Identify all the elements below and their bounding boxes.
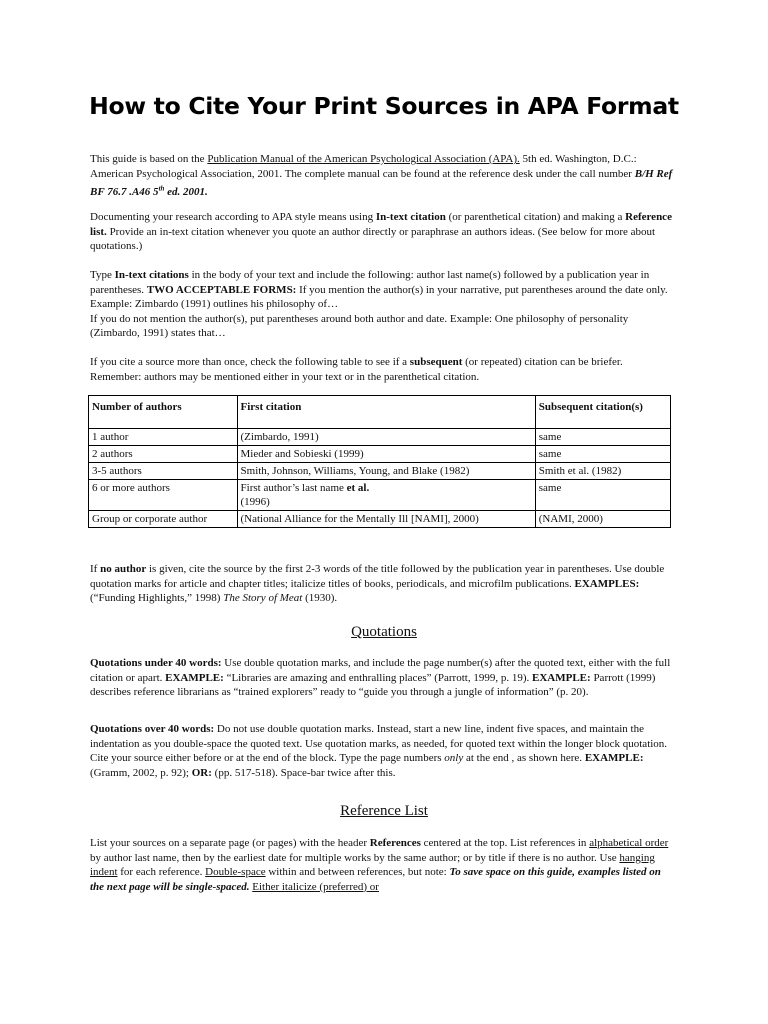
- qu-text-3: Parrott (1999) describes reference librarians as “trained explorers” ready to “guide you through a jungle of information” (p. 20).: [90, 671, 656, 699]
- qo-text-2: at the end , as shown here.: [463, 752, 585, 765]
- qo-bold-2: EXAMPLE:: [584, 752, 644, 765]
- p3-text-2: in the body of your text and include the following: author last name(s) followed by a publication year in parentheses.: [90, 269, 650, 296]
- qo-italic: only: [444, 752, 464, 765]
- qo-bold-1: Quotations over 40 words:: [90, 723, 215, 735]
- table-row: [89, 511, 671, 528]
- qo-bold-3: OR:: [191, 766, 212, 779]
- ref-bold-italic: To save space on this guide, examples listed on the next page will be single-spaced.: [90, 866, 661, 893]
- table-header: First citation: [237, 396, 535, 429]
- table-cell: Group or corporate author: [89, 511, 238, 528]
- reference-list-heading: [0, 803, 768, 820]
- ref-underline-1: alphabetical order: [589, 837, 669, 849]
- p4-text-2: (or repeated) citation can be briefer. Remember: authors may be mentioned either in your text or in the parenthetical citation.: [90, 356, 623, 383]
- quotations-over-paragraph: [90, 722, 675, 780]
- ref-underline-3: Double-space: [205, 866, 266, 879]
- table-cell: 6 or more authors: [89, 480, 238, 511]
- qu-bold-3: EXAMPLE:: [532, 671, 591, 684]
- ref-text: List your sources on a separate page (or pages) with the header: [90, 837, 370, 849]
- qu-bold-1: Quotations under 40 words:: [90, 657, 222, 669]
- table-header: Number of authors: [89, 396, 238, 429]
- quotations-heading-text: Quotations: [351, 624, 417, 640]
- call-number-end: ed. 2001.: [164, 185, 208, 198]
- p3-bold-1: In-text citations: [114, 269, 189, 281]
- p3-text-3: If you mention the author(s) in your narrative, put parentheses around the date only. Example: Zimbardo (1991) outlines his philosophy of…: [90, 283, 668, 311]
- table-cell: (NAMI, 2000): [535, 511, 670, 528]
- no-author-paragraph: [90, 562, 675, 606]
- ref-text-3: by author last name, then by the earliest date for multiple works by the same author; or by title if there is no author. Use: [90, 851, 620, 864]
- p4-text: If you cite a source more than once, check the following table to see if a: [90, 356, 410, 368]
- table-cell: same: [535, 480, 670, 511]
- table-cell: Mieder and Sobieski (1999): [237, 446, 535, 463]
- p2-text: Documenting your research according to APA style means using: [90, 211, 376, 223]
- ref-bold: References: [369, 837, 421, 849]
- manual-title: Publication Manual of the American Psychological Association (APA).: [207, 153, 520, 165]
- table-cell: 3-5 authors: [89, 463, 238, 480]
- ref-text-2: centered at the top. List references in: [420, 837, 590, 849]
- p2-bold-2: Reference list.: [90, 211, 672, 238]
- intro-text: This guide is based on the: [90, 153, 208, 165]
- table-cell: Smith, Johnson, Williams, Young, and Blake (1982): [237, 463, 535, 480]
- p5-text-2: is given, cite the source by the first 2-3 words of the title followed by the publication year in parentheses. Use double quotation marks for article and chapter titles; italicize titles of books, periodicals, and microfilm publications.: [90, 563, 665, 590]
- qu-bold-2: EXAMPLE:: [165, 671, 224, 684]
- reference-heading-text: Reference List: [340, 803, 428, 819]
- qo-text: Do not use double quotation marks. Instead, start a new line, indent five spaces, and maintain the indentation as you double-space the quoted text. Use quotation marks, as needed, for quoted text within the longer block quotation. Cite your source either before or at the end of the block. Type the page numbers: [90, 723, 668, 765]
- p5-text: If: [90, 563, 101, 575]
- etal-prefix: First author’s last name: [240, 482, 347, 494]
- table-cell: [237, 480, 535, 511]
- quotations-under-paragraph: [90, 656, 675, 700]
- table-cell: (National Alliance for the Mentally Ill [NAMI], 2000): [237, 511, 535, 528]
- p2-text-2: (or parenthetical citation) and making a: [445, 211, 626, 223]
- p2-text-3: Provide an in-text citation whenever you quote an author directly or paraphrase an authors ideas. (See below for more about quotations.): [90, 225, 656, 253]
- p3-line-2: If you do not mention the author(s), put parentheses around both author and date. Example: One philosophy of personality (Zimbardo, 1991) states that…: [90, 312, 629, 340]
- table-cell: (Zimbardo, 1991): [237, 429, 535, 446]
- ref-underline-2: hanging indent: [90, 851, 655, 879]
- qu-text-2: “Libraries are amazing and enthralling places” (Parrott, 1999, p. 19).: [223, 671, 533, 684]
- p5-text-3: (“Funding Highlights,” 1998): [90, 592, 224, 605]
- p5-text-4: (1930).: [302, 592, 338, 605]
- ref-text-4: for each reference.: [117, 866, 206, 879]
- reference-paragraph: [90, 836, 675, 894]
- table-cell: Smith et al. (1982): [535, 463, 670, 480]
- p5-bold-1: no author: [100, 563, 147, 575]
- call-number-sup: th: [158, 184, 165, 193]
- table-row: [89, 429, 671, 446]
- table-row: [89, 446, 671, 463]
- table-cell: same: [535, 446, 670, 463]
- qo-text-4: (pp. 517-518). Space-bar twice after this.: [211, 766, 396, 779]
- p3-text: Type: [90, 269, 115, 281]
- table-cell: 2 authors: [89, 446, 238, 463]
- p5-bold-2: EXAMPLES:: [574, 577, 640, 590]
- etal-bold: et al.: [346, 482, 370, 494]
- documenting-paragraph: [90, 210, 675, 254]
- table-cell: 1 author: [89, 429, 238, 446]
- ref-underline-4: Either italicize (preferred) or: [252, 880, 379, 893]
- quotations-heading: [0, 624, 768, 641]
- intro-text-2: 5th ed. Washington, D.C.: American Psychological Association, 2001. The complete manual can be found at the reference desk under the call number: [90, 153, 637, 180]
- p3-bold-2: TWO ACCEPTABLE FORMS:: [146, 283, 297, 296]
- ref-text-5: within and between references, but note:: [265, 866, 450, 879]
- table-row: [89, 463, 671, 480]
- table-cell: same: [535, 429, 670, 446]
- p4-bold: subsequent: [409, 356, 463, 368]
- intext-paragraph: [90, 268, 675, 341]
- p2-bold-1: In-text citation: [375, 211, 446, 223]
- p5-italic: The Story of Meat: [223, 592, 303, 605]
- intro-paragraph: [90, 152, 675, 199]
- call-number: B/H Ref BF 76.7 .A46 5: [90, 167, 673, 198]
- table-header-row: [89, 396, 671, 429]
- etal-year: (1996): [240, 496, 270, 508]
- subsequent-paragraph: [90, 355, 675, 384]
- qu-text: Use double quotation marks, and include the page number(s) after the quoted text, either with the full citation or apart.: [90, 657, 671, 684]
- citation-table: [88, 395, 671, 528]
- table-header: Subsequent citation(s): [535, 396, 670, 429]
- table-row: [89, 480, 671, 511]
- page-title: How to Cite Your Print Sources in APA Format: [89, 92, 679, 120]
- qo-text-3: (Gramm, 2002, p. 92);: [90, 766, 192, 779]
